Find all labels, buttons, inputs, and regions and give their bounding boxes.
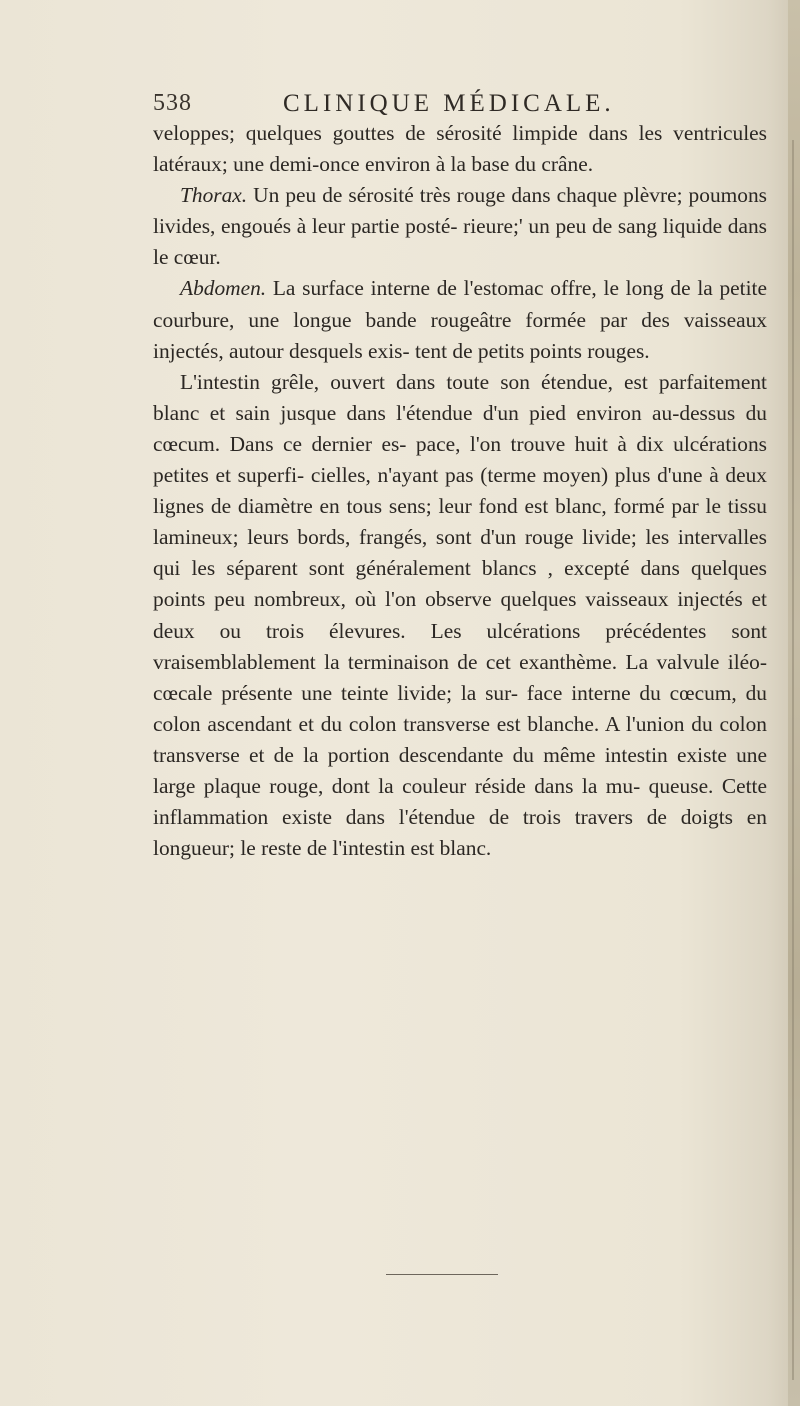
body-text bbox=[153, 118, 767, 864]
paragraph-intestin: L'intestin grêle, ouvert dans toute son étendue, est parfaitement blanc et sain jusque dans l'étendue d'un pied environ au-dessus du cœcum. Dans ce dernier es- pace, l'on trouve huit à dix ulcérations petites et superfi- cielles, n'ayant pas (terme moyen) plus d'une à deux lignes de diamètre en tous sens; leur fond est blanc, formé par le tissu lamineux; leurs bords, frangés, sont d'un rouge livide; les intervalles qui les séparent sont généralement blancs , excepté dans quelques points peu nombreux, où l'on observe quelques vaisseaux injectés et deux ou trois élevures. Les ulcérations précédentes sont vraisemblablement la terminaison de cet exanthème. La valvule iléo-cœcale présente une teinte livide; la sur- face interne du cœcum, du colon ascendant et du colon transverse est blanche. A l'union du colon transverse et de la portion descendante du même intestin existe une large plaque rouge, dont la couleur réside dans la mu- queuse. Cette inflammation existe dans l'étendue de trois travers de doigts en longueur; le reste de l'intestin est blanc. bbox=[153, 369, 767, 861]
paragraph-abdomen-text: La surface interne de l'estomac offre, le long de la petite courbure, une longue bande rougeâtre formée par des vaisseaux injectés, autour desquels exis- tent de petits points rouges. bbox=[153, 276, 767, 363]
page-edge-shadow bbox=[788, 0, 800, 1406]
binding-edge-line bbox=[792, 140, 794, 1380]
section-lead-abdomen: Abdomen. bbox=[180, 276, 267, 301]
page-number: 538 bbox=[153, 90, 192, 116]
paragraph-thorax-text: Un peu de sérosité très rouge dans chaque plèvre; poumons livides, engoués à leur partie posté- rieure;' un peu de sang liquide dans le cœur. bbox=[153, 183, 767, 270]
paragraph-thorax bbox=[153, 180, 767, 273]
section-divider bbox=[386, 1274, 498, 1275]
paragraph-abdomen bbox=[153, 273, 767, 366]
paragraph-continuation: veloppes; quelques gouttes de sérosité limpide dans les ventricules latéraux; une demi-once environ à la base du crâne. bbox=[153, 121, 767, 177]
running-title: CLINIQUE MÉDICALE. bbox=[283, 90, 615, 117]
section-lead-thorax: Thorax. bbox=[180, 183, 248, 208]
